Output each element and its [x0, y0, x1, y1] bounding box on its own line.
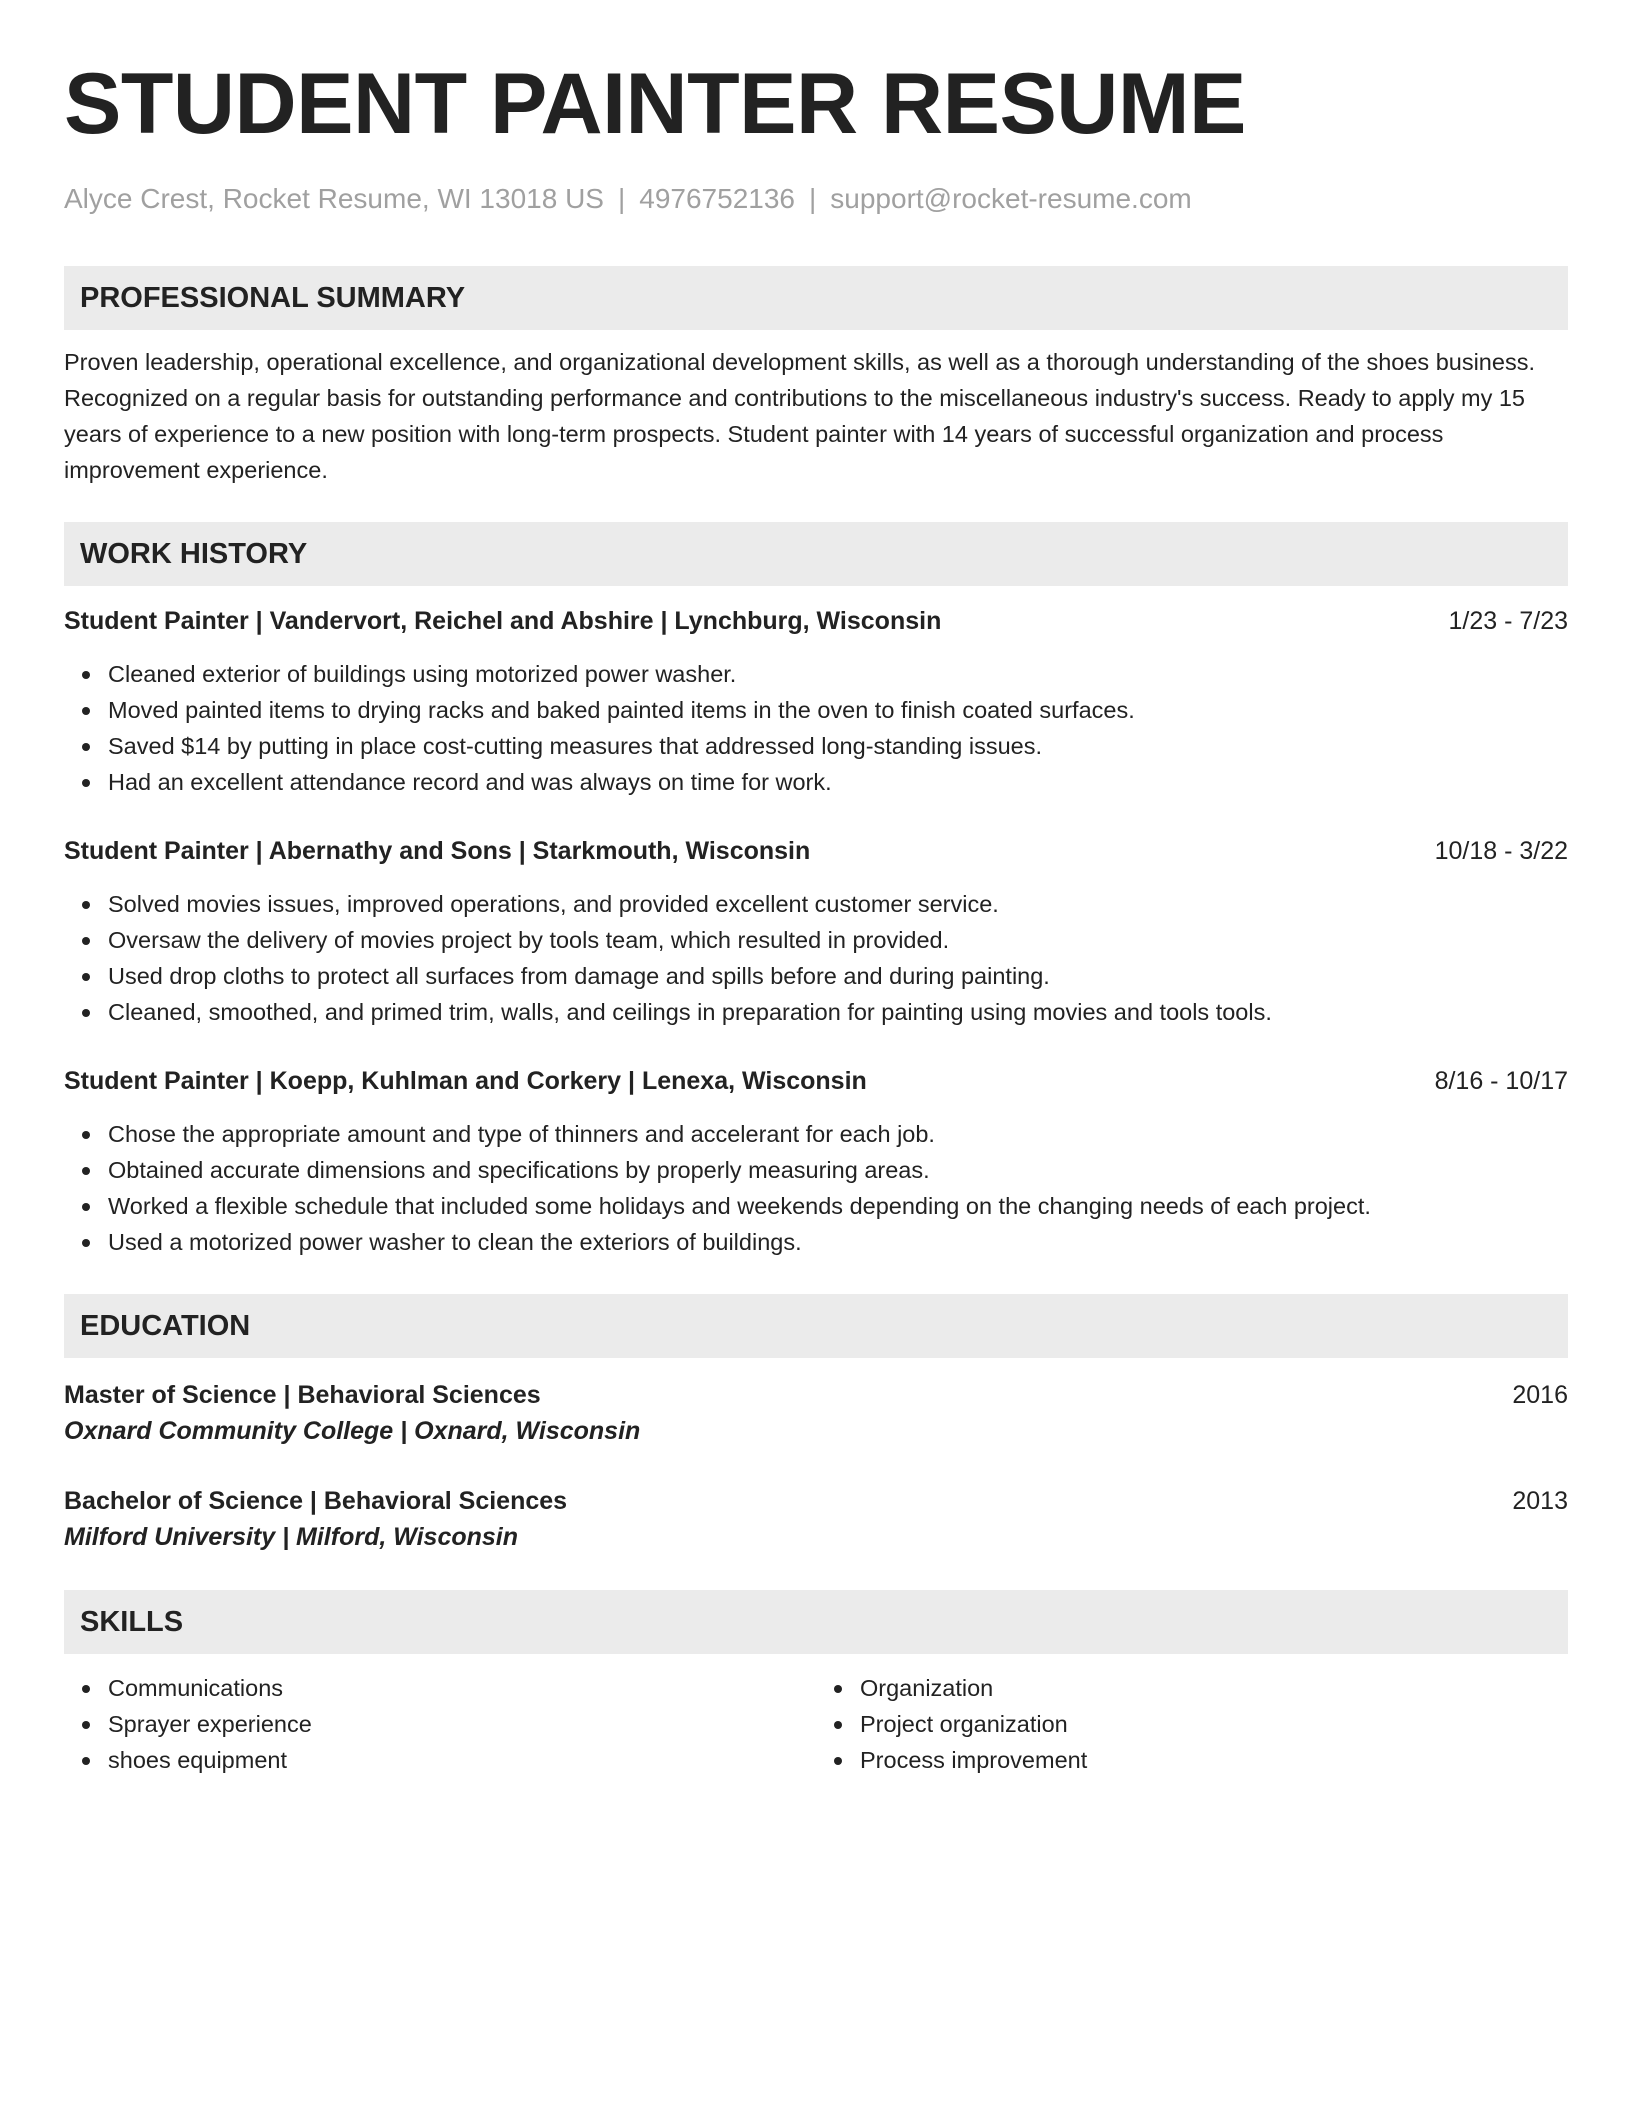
contact-phone: 4976752136	[639, 183, 795, 214]
job-bullet: Worked a flexible schedule that included some holidays and weekends depending on the changing needs of each project.	[108, 1188, 1568, 1224]
education-degree: Master of Science | Behavioral Sciences	[64, 1381, 541, 1409]
job-entry	[64, 834, 1568, 1030]
contact-email: support@rocket-resume.com	[830, 183, 1192, 214]
section-heading-education: EDUCATION	[64, 1294, 1568, 1358]
job-entry	[64, 1064, 1568, 1260]
job-header	[64, 834, 1568, 868]
skill-item: Process improvement	[860, 1742, 1568, 1778]
contact-address: Alyce Crest, Rocket Resume, WI 13018 US	[64, 183, 604, 214]
contact-separator: |	[809, 183, 817, 214]
job-dates: 1/23 - 7/23	[1448, 607, 1568, 635]
skill-item: Communications	[108, 1670, 816, 1706]
job-dates: 8/16 - 10/17	[1434, 1067, 1568, 1095]
job-title: Student Painter | Vandervort, Reichel and Abshire | Lynchburg, Wisconsin	[64, 607, 942, 635]
skill-item: shoes equipment	[108, 1742, 816, 1778]
job-bullets	[64, 1116, 1568, 1260]
skill-item: Project organization	[860, 1706, 1568, 1742]
job-bullets	[64, 656, 1568, 800]
resume-page	[64, 0, 1568, 1778]
job-title: Student Painter | Abernathy and Sons | Starkmouth, Wisconsin	[64, 837, 811, 865]
job-bullet: Used a motorized power washer to clean the exteriors of buildings.	[108, 1224, 1568, 1260]
skills-list-left	[64, 1670, 816, 1778]
skill-item: Sprayer experience	[108, 1706, 816, 1742]
job-bullet: Solved movies issues, improved operations, and provided excellent customer service.	[108, 886, 1568, 922]
education-header	[64, 1378, 1568, 1412]
job-bullet: Saved $14 by putting in place cost-cutting measures that addressed long-standing issues.	[108, 728, 1568, 764]
skills-list-right	[816, 1670, 1568, 1778]
job-bullet: Chose the appropriate amount and type of thinners and accelerant for each job.	[108, 1116, 1568, 1152]
contact-separator: |	[617, 183, 626, 214]
skill-item: Organization	[860, 1670, 1568, 1706]
job-header	[64, 604, 1568, 638]
summary-text: Proven leadership, operational excellence, and organizational development skills, as well as a thorough understanding of the shoes business. Recognized on a regular basis for outstanding performance and contributions to the miscellaneous industry's success. Ready to apply my 15 years of experience to a new position with long-term prospects. Student painter with 14 years of successful organization and process improvement experience.	[64, 349, 1535, 483]
job-bullet: Cleaned exterior of buildings using motorized power washer.	[108, 656, 1568, 692]
education-header	[64, 1484, 1568, 1518]
section-heading-summary: PROFESSIONAL SUMMARY	[64, 266, 1568, 330]
education-degree: Bachelor of Science | Behavioral Sciences	[64, 1487, 568, 1515]
education-entry	[64, 1484, 1568, 1556]
job-bullet: Obtained accurate dimensions and specifications by properly measuring areas.	[108, 1152, 1568, 1188]
resume-title: STUDENT PAINTER RESUME	[64, 56, 1246, 152]
education-school: Milford University | Milford, Wisconsin	[64, 1523, 519, 1551]
education-year: 2016	[1512, 1381, 1568, 1409]
job-bullet: Used drop cloths to protect all surfaces from damage and spills before and during painting.	[108, 958, 1568, 994]
job-bullet: Had an excellent attendance record and was always on time for work.	[108, 764, 1568, 800]
section-heading-skills: SKILLS	[64, 1590, 1568, 1654]
contact-line	[64, 182, 1568, 216]
education-entry	[64, 1378, 1568, 1450]
job-bullet: Cleaned, smoothed, and primed trim, walls, and ceilings in preparation for painting using movies and tools tools.	[108, 994, 1568, 1030]
education-year: 2013	[1512, 1487, 1568, 1515]
job-entry	[64, 604, 1568, 800]
skills-columns	[64, 1670, 1568, 1778]
job-title: Student Painter | Koepp, Kuhlman and Corkery | Lenexa, Wisconsin	[64, 1067, 867, 1095]
education-school: Oxnard Community College | Oxnard, Wisconsin	[64, 1417, 641, 1445]
job-bullet: Oversaw the delivery of movies project by tools team, which resulted in provided.	[108, 922, 1568, 958]
job-bullets	[64, 886, 1568, 1030]
job-header	[64, 1064, 1568, 1098]
job-dates: 10/18 - 3/22	[1434, 837, 1568, 865]
section-heading-work-history: WORK HISTORY	[64, 522, 1568, 586]
job-bullet: Moved painted items to drying racks and baked painted items in the oven to finish coated surfaces.	[108, 692, 1568, 728]
